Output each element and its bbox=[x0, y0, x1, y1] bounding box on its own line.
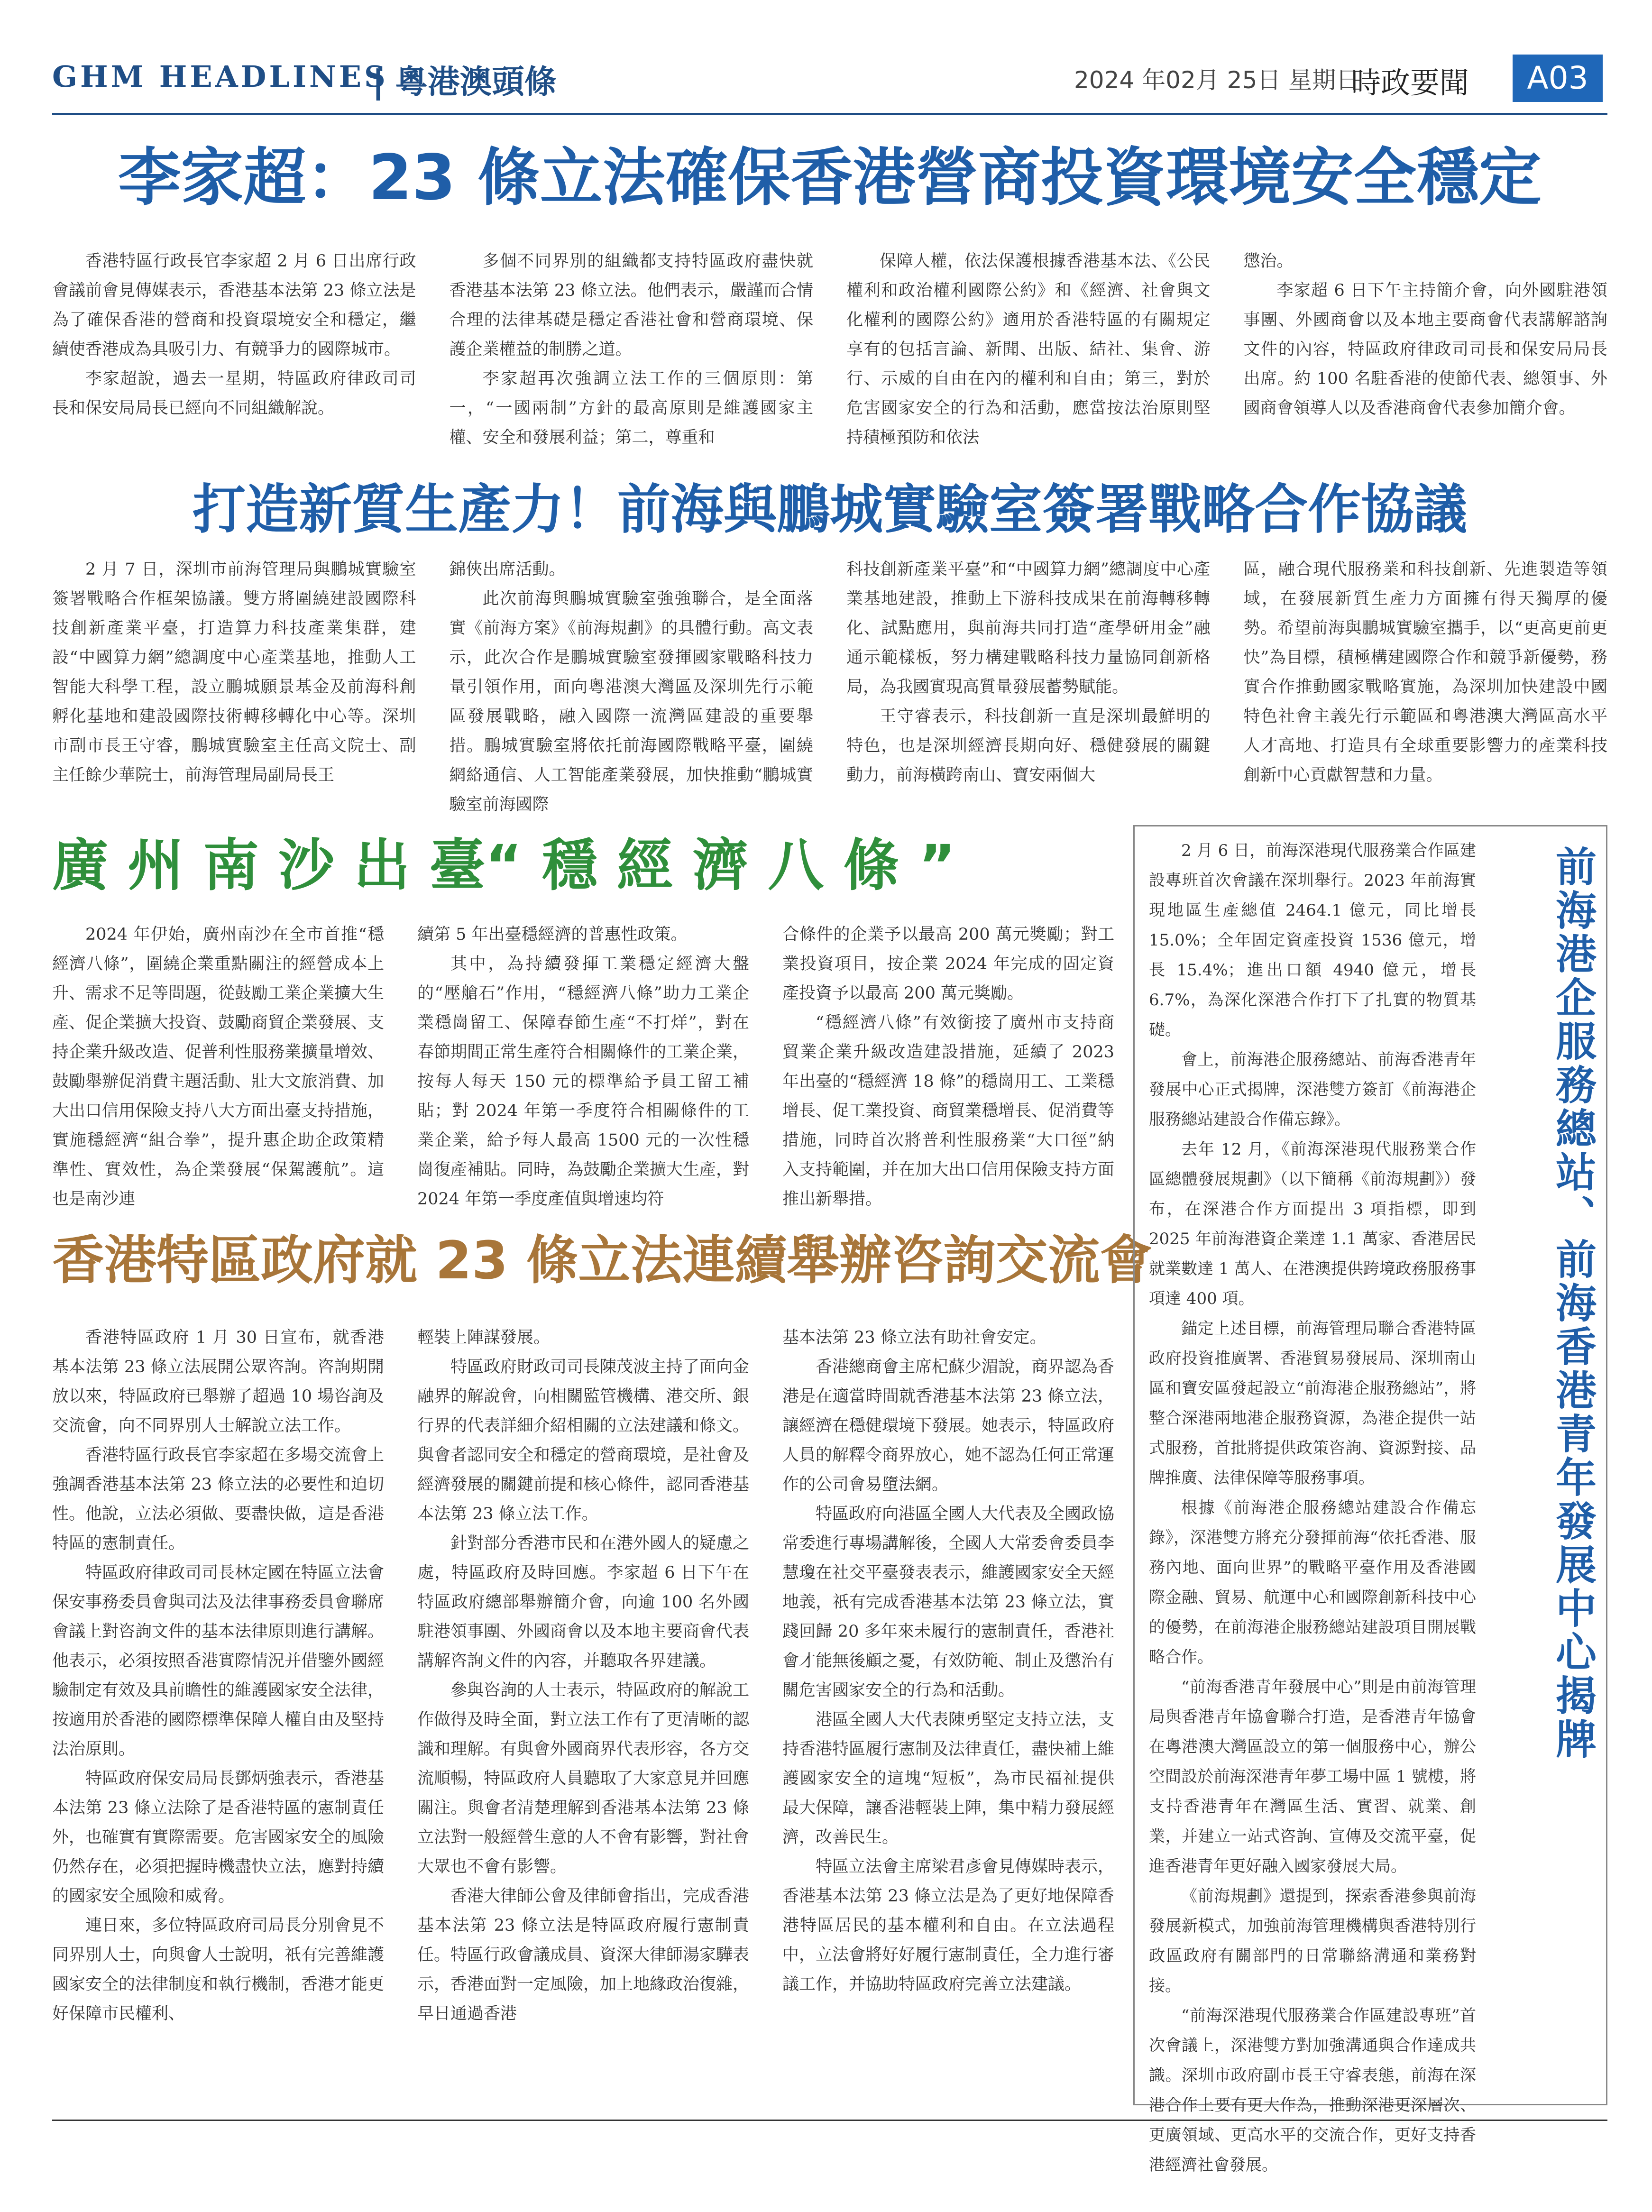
sidebar-article-body: 2 月 6 日，前海深港現代服務業合作區建設專班首次會議在深圳舉行。2023 年前海實現地區生產總值 2464.1 億元，同比增長 15.0%；全年固定資產投資 1536 億元，增長 15.4%；進出口額 4940 億元，增長 6.7%，為深化深港合作打下了扎實的物質基礎。 會上，前海港企服務總站、前海香港青年發展中心正式揭牌，深港雙方簽訂《前海港企服務總站建設合作備忘錄》。 去年 12 月，《前海深港現代服務業合作區總體發展規劃》（以下簡稱《前海規劃》）發布，在深港合作方面提出 3 項指標，即到 2025 年前海港資企業達 1.1 萬家、香港居民就業數達 1 萬人、在港澳提供跨境政務服務事項達 400 項。 錨定上述目標，前海管理局聯合香港特區政府投資推廣署、香港貿易發展局、深圳南山區和寶安區發起設立“前海港企服務總站”，將整合深港兩地港企服務資源，為港企提供一站式服務，首批將提供政策咨詢、資源對接、品牌推廣、法律保障等服務事項。 根據《前海港企服務總站建設合作備忘錄》，深港雙方將充分發揮前海“依托香港、服務內地、面向世界”的戰略平臺作用及香港國際金融、貿易、航運中心和國際創新科技中心的優勢，在前海港企服務總站建設項目開展戰略合作。 “前海香港青年發展中心”則是由前海管理局與香港青年協會聯合打造，是香港青年協會在粵港澳大灣區設立的第一個服務中心，辦公空間設於前海深港青年夢工場中區 1 號樓，將支持香港青年在灣區生活、實習、就業、創業，并建立一站式咨詢、宣傳及交流平臺，促進香港青年更好融入國家發展大局。 《前海規劃》還提到，探索香港參與前海發展新模式，加強前海管理機構與香港特別行政區政府有關部門的日常聯絡溝通和業務對接。 “前海深港現代服務業合作區建設專班”首次會議上，深港雙方對加強溝通與合作達成共識。深圳市政府副市長王守睿表態，前海在深港合作上要有更大作為，推動深港更深層次、更廣領域、更高水平的交流合作，更好支持香港經濟社會發展。 bbox=[1149, 841, 1476, 2175]
article-4-column-2: 輕裝上陣謀發展。 特區政府財政司司長陳茂波主持了面向金融界的解說會，向相關監管機構、港交所、銀行界的代表詳細介紹相關的立法建議和條文。與會者認同安全和穩定的營商環境，是社會及經濟發展的關鍵前提和核心條件，認同香港基本法第 23 條立法工作。 針對部分香港市民和在港外國人的疑慮之處，特區政府及時回應。李家超 6 日下午在特區政府總部舉辦簡介會，向逾 100 名外國駐港領事團、外國商會以及本地主要商會代表講解咨詢文件的內容，并聽取各界建議。 參與咨詢的人士表示，特區政府的解說工作做得及時全面，對立法工作有了更清晰的認識和理解。有與會外國商界代表形容，各方交流順暢，特區政府人員聽取了大家意見并回應關注。與會者清楚理解到香港基本法第 23 條立法對一般經營生意的人不會有影響，對社會大眾也不會有影響。 香港大律師公會及律師會指出，完成香港基本法第 23 條立法是特區政府履行憲制責任。特區行政會議成員、資深大律師湯家驊表示，香港面對一定風險，加上地緣政治復雜，早日通過香港 bbox=[417, 1328, 750, 2023]
section-name: 時政要聞 bbox=[1351, 65, 1469, 100]
article-1-headline: 李家超：23 條立法確保香港營商投資環境安全穩定 bbox=[118, 141, 1542, 214]
masthead bbox=[52, 59, 1607, 111]
article-1-body bbox=[52, 247, 1607, 458]
article-3-column-1: 2024 年伊始，廣州南沙在全市首推“穩經濟八條”，圍繞企業重點關注的經營成本上升、需求不足等問題，從鼓勵工業企業擴大生產、促企業擴大投資、鼓勵商貿企業發展、支持企業升級改造、促普利性服務業擴量增效、鼓勵舉辦促消費主題活動、壯大文旅消費、加大出口信用保險支持八大方面出臺支持措施，實施穩經濟“組合拳”，提升惠企助企政策精準性、實效性，為企業發展“保駕護航”。這也是南沙連 bbox=[52, 925, 385, 1209]
article-2-column-2: 錦俠出席活動。 此次前海與鵬城實驗室強強聯合，是全面落實《前海方案》《前海規劃》的具體行動。高文表示，此次合作是鵬城實驗室發揮國家戰略科技力量引領作用，面向粵港澳大灣區及深圳先行示範區發展戰略，融入國際一流灣區建設的重要舉措。鵬城實驗室將依托前海國際戰略平臺，圍繞網絡通信、人工智能產業發展，加快推動“鵬城實驗室前海國際 bbox=[449, 560, 813, 814]
masthead-rule bbox=[52, 113, 1607, 115]
footer-rule bbox=[52, 2120, 1607, 2121]
article-1-column-3: 保障人權，依法保護根據香港基本法、《公民權利和政治權利國際公約》和《經濟、社會與文化權利的國際公約》適用於香港特區的有關規定享有的包括言論、新聞、出版、結社、集會、游行、示威的自由在內的權利和自由；第三，對於危害國家安全的行為和活動，應當按法治原則堅持積極預防和依法 bbox=[846, 252, 1211, 447]
article-3-body bbox=[52, 920, 1115, 1209]
page-number-badge: A03 bbox=[1513, 55, 1603, 102]
article-3-headline: 廣 州 南 沙 出 臺“ 穩 經 濟 八 條 ” bbox=[52, 833, 955, 898]
sidebar-article-box bbox=[1133, 825, 1607, 2175]
brand-chinese: | 粵港澳頭條 bbox=[372, 64, 557, 101]
issue-date: 2024 年02月 25日 星期日 bbox=[1074, 66, 1360, 94]
article-3-column-3: 合條件的企業予以最高 200 萬元獎勵；對工業投資項目，按企業 2024 年完成的固定資產投資予以最高 200 萬元獎勵。 “穩經濟八條”有效銜接了廣州市支持商貿業企業升級改造建設措施，延續了 2023 年出臺的“穩經濟 18 條”的穩崗用工、工業穩增長、促工業投資、商貿業穩增長、促消費等措施，同時首次將普利性服務業“大口徑”納入支持範圍，并在加大出口信用保險支持方面推出新舉措。 bbox=[782, 925, 1115, 1209]
article-1-column-1: 香港特區行政長官李家超 2 月 6 日出席行政會議前會見傳媒表示，香港基本法第 23 條立法是為了確保香港的營商和投資環境安全和穩定，繼續使香港成為具吸引力、有競爭力的國際城市。 李家超說，過去一星期，特區政府律政司司長和保安局局長已經向不同組織解說。 bbox=[52, 252, 416, 418]
article-4-column-3: 基本法第 23 條立法有助社會安定。 香港總商會主席杞蘇少湄說，商界認為香港是在適當時間就香港基本法第 23 條立法，讓經濟在穩健環境下發展。她表示，特區政府人員的解釋令商界放心，她不認為任何正常運作的公司會易墮法網。 特區政府向港區全國人大代表及全國政協常委進行專場講解後，全國人大常委會委員李慧瓊在社交平臺發表表示，維護國家安全天經地義，祇有完成香港基本法第 23 條立法，實踐回歸 20 多年來未履行的憲制責任，香港社會才能無後顧之憂，有效防範、制止及懲治有關危害國家安全的行為和活動。 港區全國人大代表陳勇堅定支持立法，支持香港特區履行憲制及法律責任，盡快補上維護國家安全的這塊“短板”，為市民福祉提供最大保障，讓香港輕裝上陣，集中精力發展經濟，改善民生。 特區立法會主席梁君彥會見傳媒時表示，香港基本法第 23 條立法是為了更好地保障香港特區居民的基本權利和自由。在立法過程中，立法會將好好履行憲制責任，全力進行審議工作，并協助特區政府完善立法建議。 bbox=[782, 1328, 1115, 1994]
article-4-body bbox=[52, 1323, 1114, 2105]
brand-english: GHM HEADLINES bbox=[52, 59, 388, 94]
article-3-column-2: 續第 5 年出臺穩經濟的普惠性政策。 其中，為持續發揮工業穩定經濟大盤的“壓艙石”作用，“穩經濟八條”助力工業企業穩崗留工、保障春節生產“不打烊”，對在春節期間正常生產符合相關條件的工業企業，按每人每天 150 元的標準給予員工留工補貼；對 2024 年第一季度符合相關條件的工業企業，給予每人最高 1500 元的一次性穩崗復產補貼。同時，為鼓勵企業擴大生產，對 2024 年第一季度產值與增速均符 bbox=[417, 925, 750, 1209]
article-2-column-4: 區，融合現代服務業和科技創新、先進製造等領域，在發展新質生產力方面擁有得天獨厚的優勢。希望前海與鵬城實驗室攜手，以“更高更前更快”為目標，積極構建國際合作和競爭新優勢，務實合作推動國家戰略實施，為深圳加快建設中國特色社會主義先行示範區和粵港澳大灣區高水平人才高地、打造具有全球重要影響力的產業科技創新中心貢獻智慧和力量。 bbox=[1243, 560, 1607, 785]
article-2-column-3: 科技創新產業平臺”和“中國算力網”總調度中心產業基地建設，推動上下游科技成果在前海轉移轉化、試點應用，與前海共同打造“產學研用金”融通示範樣板，努力構建戰略科技力量協同創新格局，為我國實現高質量發展蓄勢賦能。 王守睿表示，科技創新一直是深圳最鮮明的特色，也是深圳經濟長期向好、穩健發展的關鍵動力，前海橫跨南山、寶安兩個大 bbox=[846, 560, 1211, 785]
article-2-column-1: 2 月 7 日，深圳市前海管理局與鵬城實驗室簽署戰略合作框架協議。雙方將圍繞建設國際科技創新產業平臺，打造算力科技產業集群，建設“中國算力網”總調度中心產業基地，推動人工智能大科學工程，設立鵬城願景基金及前海科創孵化基地和建設國際技術轉移轉化中心等。深圳市副市長王守睿，鵬城實驗室主任高文院士、副主任餘少華院士，前海管理局副局長王 bbox=[52, 560, 416, 785]
article-1-column-2: 多個不同界別的組織都支持特區政府盡快就香港基本法第 23 條立法。他們表示，嚴謹而合情合理的法律基礎是穩定香港社會和營商環境、保護企業權益的制勝之道。 李家超再次強調立法工作的三個原則：第一，“一國兩制”方針的最高原則是維護國家主權、安全和發展利益；第二，尊重和 bbox=[449, 252, 813, 447]
article-2-headline: 打造新質生產力！前海與鵬城實驗室簽署戰略合作協議 bbox=[193, 479, 1467, 541]
article-4-headline: 香港特區政府就 23 條立法連續舉辦咨詢交流會 bbox=[52, 1230, 1152, 1291]
sidebar-vertical-headline: 前海港企服務總站、前海香港青年發展中心揭牌 bbox=[1549, 845, 1596, 1762]
article-4-column-1: 香港特區政府 1 月 30 日宣布，就香港基本法第 23 條立法展開公眾咨詢。咨詢期開放以來，特區政府已舉辦了超過 10 場咨詢及交流會，向不同界別人士解說立法工作。 香港特區行政長官李家超在多場交流會上強調香港基本法第 23 條立法的必要性和迫切性。他說，立法必須做、要盡快做，這是香港特區的憲制責任。 特區政府律政司司長林定國在特區立法會保安事務委員會與司法及法律事務委員會聯席會議上對咨詢文件的基本法律原則進行講解。他表示，必須按照香港實際情況并借鑒外國經驗制定有效及具前瞻性的維護國家安全法律，按適用於香港的國際標準保障人權自由及堅持法治原則。 特區政府保安局局長鄧炳強表示，香港基本法第 23 條立法除了是香港特區的憲制責任外，也確實有實際需要。危害國家安全的風險仍然存在，必須把握時機盡快立法，應對持續的國家安全風險和威脅。 連日來，多位特區政府司局長分別會見不同界別人士，向與會人士說明，祇有完善維護國家安全的法律制度和執行機制，香港才能更好保障市民權利、 bbox=[52, 1328, 385, 2023]
article-1-column-4: 懲治。 李家超 6 日下午主持簡介會，向外國駐港領事團、外國商會以及本地主要商會代表講解諮詢文件的內容，特區政府律政司司長和保安局局長出席。約 100 名駐香港的使節代表、總領事、外國商會領導人以及香港商會代表參加簡介會。 bbox=[1243, 252, 1607, 418]
article-2-body bbox=[52, 555, 1607, 814]
